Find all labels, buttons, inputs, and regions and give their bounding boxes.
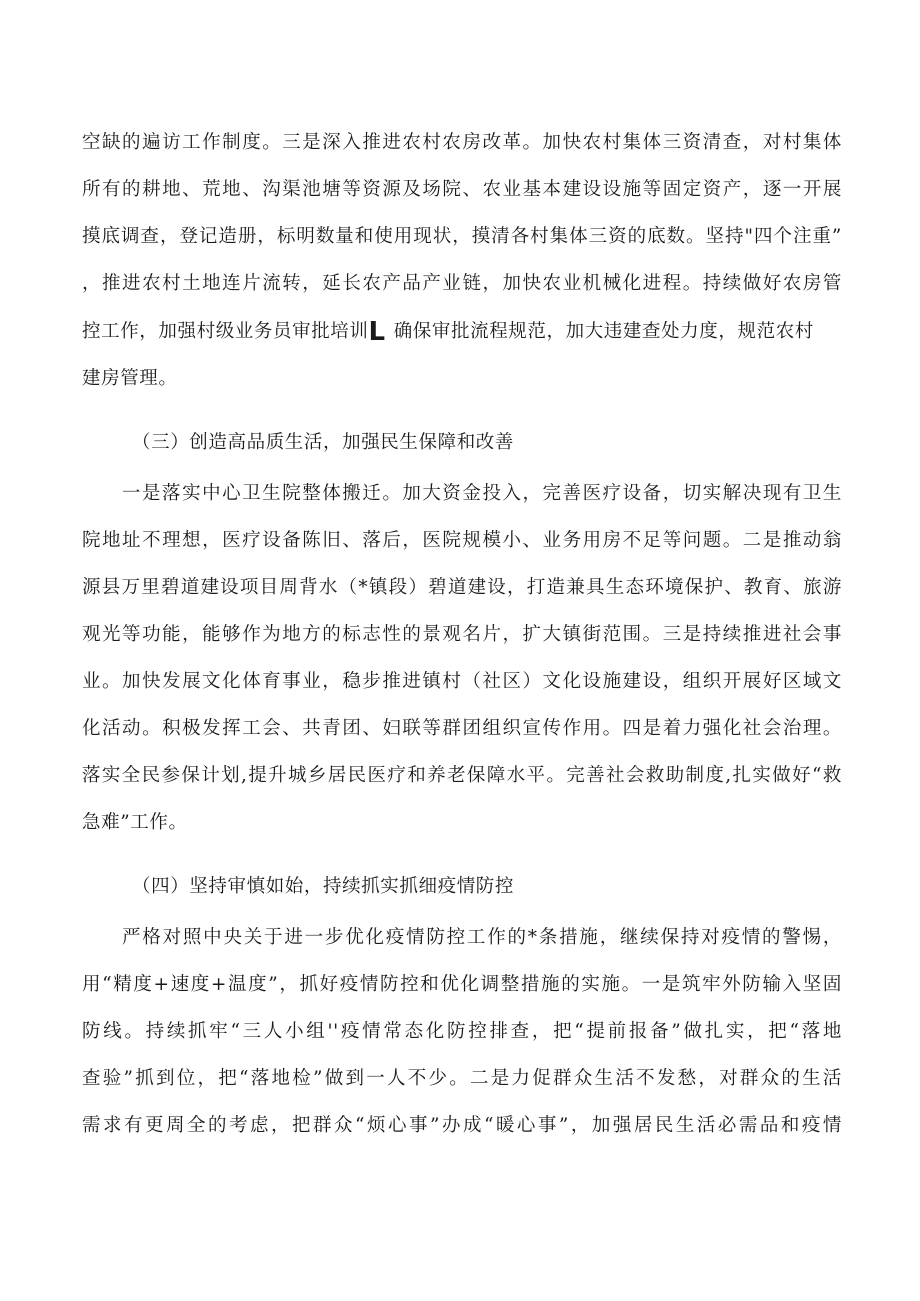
text-line: 防线。持续抓牢“三人小组''疫情常态化防控排查，把“提前报备”做扎实，把“落地 <box>82 1021 842 1042</box>
text-line: 急难”工作。 <box>82 812 188 833</box>
text-line <box>82 320 842 344</box>
stray-l-glyph: L <box>368 320 386 344</box>
section-heading-3: （三）创造高品质生活，加强民生保障和改善 <box>132 432 515 453</box>
text-segment: 控工作，加强村级业务员审批培训 <box>82 321 369 342</box>
text-line: 观光等功能，能够作为地方的标志性的景观名片，扩大镇街范围。三是持续推进社会事 <box>82 624 842 645</box>
text-line: 所有的耕地、荒地、沟渠池塘等资源及场院、农业基本建设设施等固定资产，逐一开展 <box>82 179 842 200</box>
text-line: 需求有更周全的考虑，把群众“烦心事”办成“暖心事”，加强居民生活必需品和疫情 <box>82 1115 842 1136</box>
text-line: 业。加快发展文化体育事业，稳步推进镇村（社区）文化设施建设，组织开展好区域文 <box>82 671 842 692</box>
text-line: 摸底调查，登记造册，标明数量和使用现状，摸清各村集体三资的底数。坚持"四个注重” <box>82 226 842 247</box>
text-line: ，推进农村土地连片流转，延长农产品产业链，加快农业机械化进程。持续做好农房管 <box>82 273 842 294</box>
text-line: 一是落实中心卫生院整体搬迁。加大资金投入，完善医疗设备，切实解决现有卫生 <box>122 483 842 504</box>
text-line: 落实全民参保计划,提升城乡居民医疗和养老保障水平。完善社会救助制度,扎实做好“救 <box>82 765 842 786</box>
text-line: 空缺的遍访工作制度。三是深入推进农村农房改革。加快农村集体三资清查，对村集体 <box>82 132 842 153</box>
text-line: 建房管理。 <box>82 368 178 389</box>
text-segment: 确保审批流程规范，加大违建查处力度，规范农村 <box>393 321 814 342</box>
text-line: 化活动。积极发挥工会、共青团、妇联等群团组织宣传作用。四是着力强化社会治理。 <box>82 718 842 739</box>
text-line: 用“精度+速度+温度”，抓好疫情防控和优化调整措施的实施。一是筑牢外防输入坚固 <box>82 974 842 995</box>
section-heading-4: （四）坚持审慎如始，持续抓实抓细疫情防控 <box>132 876 515 897</box>
text-line: 源县万里碧道建设项目周背水（*镇段）碧道建设，打造兼具生态环境保护、教育、旅游 <box>82 577 842 598</box>
text-line: 院地址不理想，医疗设备陈旧、落后，医院规模小、业务用房不足等问题。二是推动翁 <box>82 530 842 551</box>
text-line: 严格对照中央关于进一步优化疫情防控工作的*条措施，继续保持对疫情的警惕， <box>122 927 842 948</box>
text-line: 查验”抓到位，把“落地检”做到一人不少。二是力促群众生活不发愁，对群众的生活 <box>82 1068 842 1089</box>
